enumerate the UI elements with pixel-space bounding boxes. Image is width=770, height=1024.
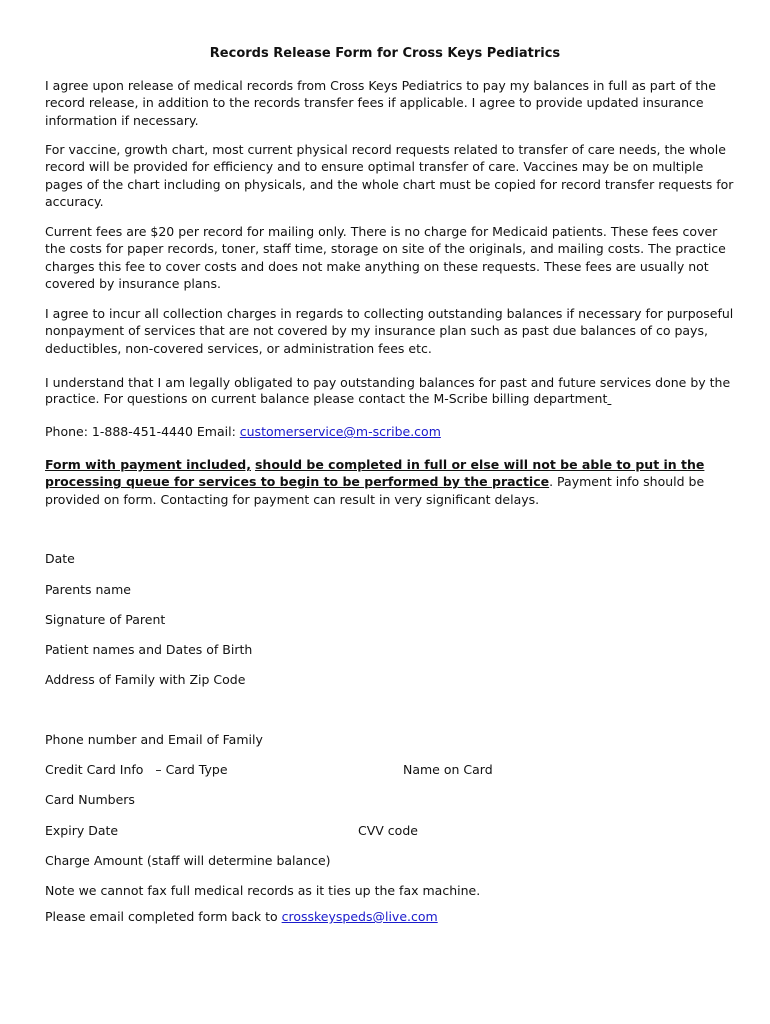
field-name-on-card: Name on Card bbox=[403, 762, 493, 777]
field-expiry: Expiry Date bbox=[45, 823, 119, 838]
trailing-underline bbox=[607, 391, 611, 406]
obligation-paragraph bbox=[45, 375, 735, 407]
fax-note: Note we cannot fax full medical records as it ties up the fax machine. bbox=[45, 883, 481, 898]
field-date: Date bbox=[45, 551, 75, 566]
customer-service-email-link[interactable]: customerservice@m-scribe.com bbox=[239, 424, 441, 439]
payment-notice-bold-1: Form with payment included, bbox=[45, 457, 251, 472]
obligation-text: I understand that I am legally obligated to pay outstanding balances for past and future services done by the practice. For questions on current balance please contact the M-Scribe billing department bbox=[45, 375, 731, 406]
field-parents-name: Parents name bbox=[45, 582, 131, 597]
field-address: Address of Family with Zip Code bbox=[45, 672, 246, 687]
field-charge-amount: Charge Amount (staff will determine balance) bbox=[45, 853, 331, 868]
field-phone-email: Phone number and Email of Family bbox=[45, 732, 263, 747]
field-card-numbers: Card Numbers bbox=[45, 792, 135, 807]
field-signature: Signature of Parent bbox=[45, 612, 166, 627]
payment-notice-rest: . Payment info should be provided on form. Contacting for payment can result in very significant delays. bbox=[45, 474, 705, 507]
crosskeys-email-link[interactable]: crosskeyspeds@live.com bbox=[281, 909, 438, 924]
field-card-type: Credit Card Info – Card Type bbox=[45, 762, 228, 777]
contact-line bbox=[45, 423, 735, 440]
payment-notice bbox=[45, 456, 735, 508]
payment-notice-bold-2: should be completed in full or else will not be able to put in the processing queue for services to begin to be performed by the practice bbox=[45, 457, 705, 490]
email-instructions-text: Please email completed form back to bbox=[45, 909, 282, 924]
field-cvv: CVV code bbox=[358, 823, 418, 838]
records-paragraph: For vaccine, growth chart, most current physical record requests related to transfer of care needs, the whole record will be provided for efficiency and to ensure optimal transfer of care. Vaccines may be on multiple pages of the chart including on physicals, and the whole chart must be copied for record transfer requests for accuracy. bbox=[45, 142, 734, 209]
collections-paragraph: I agree to incur all collection charges in regards to collecting outstanding balances if necessary for purposeful nonpayment of services that are not covered by my insurance plan such as past due balances of co pays, deductibles, non-covered services, or administration fees etc. bbox=[45, 306, 734, 356]
contact-phone: Phone: 1-888-451-4440 Email: bbox=[45, 424, 240, 439]
page-title: Records Release Form for Cross Keys Pediatrics bbox=[209, 46, 561, 61]
field-patient-names: Patient names and Dates of Birth bbox=[45, 642, 253, 657]
agreement-paragraph: I agree upon release of medical records from Cross Keys Pediatrics to pay my balances in full as part of the record release, in addition to the records transfer fees if applicable. I agree to provide updated insurance information if necessary. bbox=[45, 78, 716, 128]
email-instructions bbox=[45, 909, 438, 925]
fees-paragraph: Current fees are $20 per record for mailing only. There is no charge for Medicaid patients. These fees cover the costs for paper records, toner, staff time, storage on site of the originals, and mailing costs. The practice charges this fee to cover costs and does not make anything on these requests. These fees are usually not covered by insurance plans. bbox=[45, 224, 726, 291]
